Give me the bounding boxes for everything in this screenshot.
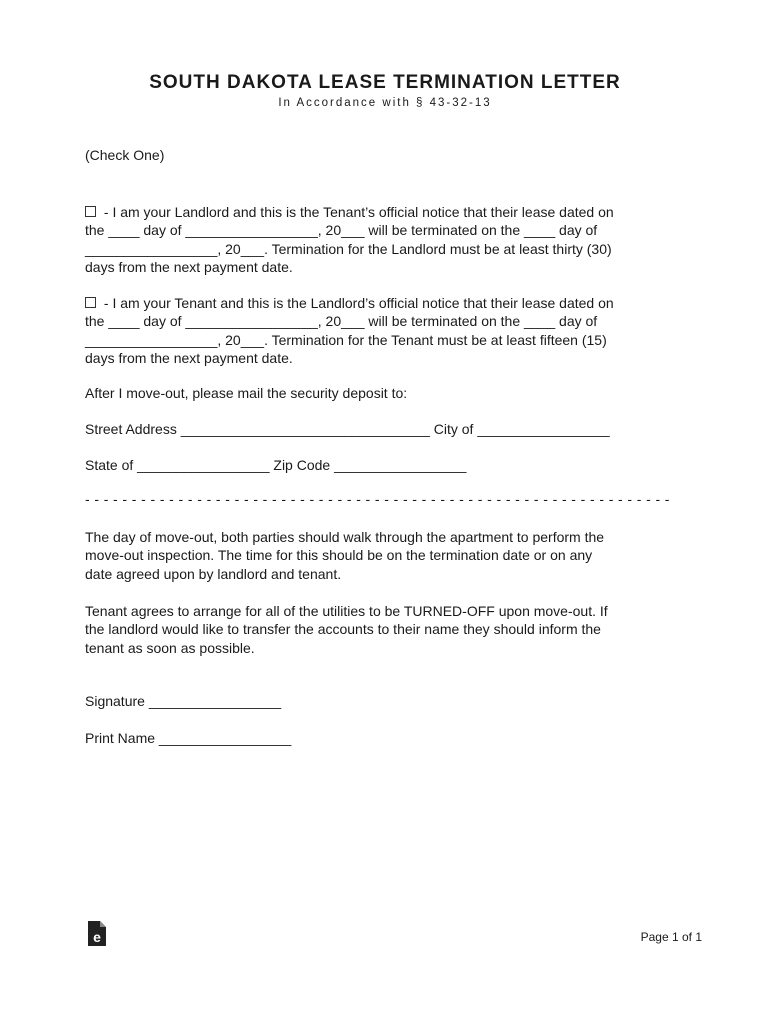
landlord-option-line-3: _________________, 20___. Termination for the Landlord must be at least thirty (30) (85, 240, 612, 257)
utilities-line-3: tenant as soon as possible. (85, 639, 255, 656)
document-subtitle: In Accordance with § 43-32-13 (278, 97, 492, 109)
street-address-field[interactable]: Street Address ________________________________ City of _________________ (85, 421, 610, 437)
tenant-option-text: - I am your Tenant and this is the Landlord’s official notice that their lease dated on (100, 295, 614, 311)
document-title: SOUTH DAKOTA LEASE TERMINATION LETTER (149, 72, 621, 93)
signature-field[interactable]: Signature _________________ (85, 693, 282, 709)
tenant-option-line-1 (85, 294, 675, 312)
page-number: Page 1 of 1 (640, 930, 702, 944)
utilities-line-2: the landlord would like to transfer the accounts to their name they should inform the (85, 621, 601, 638)
utilities-paragraph (85, 602, 675, 657)
section-divider: - - - - - - - - - - - - - - - - - - - - - - - - - - - - - - - - - - - - - - - - - - - - - - - - - - - - - - - - - - - - - - - (85, 491, 670, 507)
tenant-checkbox[interactable] (85, 297, 96, 308)
utilities-line-1: Tenant agrees to arrange for all of the utilities to be TURNED-OFF upon move-out. If (85, 603, 608, 619)
tenant-option-line-4: days from the next payment date. (85, 349, 293, 366)
walkthrough-line-2: move-out inspection. The time for this should be on the termination date or on any (85, 547, 593, 564)
tenant-option-line-3: _________________, 20___. Termination for the Tenant must be at least fifteen (15) (85, 331, 607, 348)
eforms-logo-icon (88, 921, 106, 946)
landlord-option-text: - I am your Landlord and this is the Tenant’s official notice that their lease dated on (100, 204, 614, 220)
landlord-checkbox[interactable] (85, 206, 96, 217)
logo-letter: e (93, 929, 101, 945)
landlord-option-paragraph (85, 203, 675, 276)
walkthrough-line-1: The day of move-out, both parties should walk through the apartment to perform the (85, 529, 605, 545)
state-zip-field[interactable]: State of _________________ Zip Code _________________ (85, 457, 467, 473)
deposit-instruction: After I move-out, please mail the security deposit to: (85, 385, 408, 401)
tenant-option-paragraph (85, 294, 675, 367)
print-name-field[interactable]: Print Name _________________ (85, 730, 292, 746)
landlord-option-line-1 (85, 203, 675, 221)
walkthrough-paragraph (85, 528, 675, 583)
walkthrough-line-3: date agreed upon by landlord and tenant. (85, 565, 342, 582)
landlord-option-line-4: days from the next payment date. (85, 258, 293, 275)
landlord-option-line-2: the ____ day of _________________, 20___ will be terminated on the ____ day of (85, 222, 598, 239)
check-one-label: (Check One) (85, 147, 165, 163)
tenant-option-line-2: the ____ day of _________________, 20___ will be terminated on the ____ day of (85, 313, 598, 330)
